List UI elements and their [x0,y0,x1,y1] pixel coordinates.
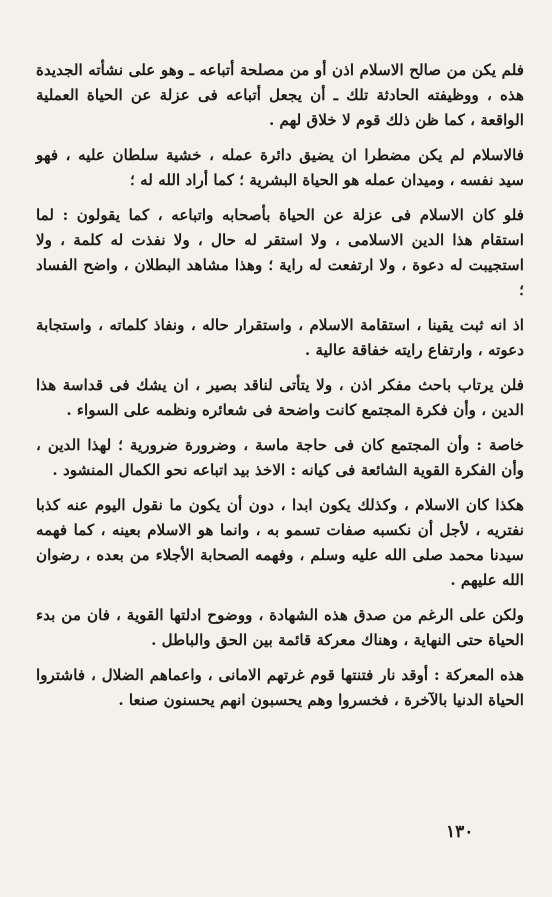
paragraph-7: هكذا كان الاسلام ، وكذلك يكون ابدا ، دون أن يكون ما نقول اليوم عنه كذبا نفتريه ، لأجل أن نكسبه صفات تسمو به ، وانما هو الاسلام بعينه ، كما فهمه سيدنا محمد صلى الله عليه وسلم ، وفهمه الصحابة الأجلاء من بعده ، رضوان الله عليهم . [36,496,524,589]
paragraph-9: هذه المعركة : أوقد نار فتنتها قوم غرتهم الامانى ، واعماهم الضلال ، فاشتروا الحياة الدنيا بالآخرة ، فخسروا وهم يحسبون انهم يحسنون صنعا . [36,666,524,709]
body-text [36,58,524,713]
paragraph-5: فلن يرتاب باحث مفكر اذن ، ولا يتأتى لناقد بصير ، ان يشك فى قداسة هذا الدين ، وأن فكرة المجتمع كانت واضحة فى شعائره ونظمه على السواء . [36,376,524,419]
paragraph-6: خاصة : وأن المجتمع كان فى حاجة ماسة ، وضرورة ضرورية ؛ لهذا الدين ، وأن الفكرة القوية الشائعة فى كيانه : الاخذ بيد اتباعه نحو الكمال المنشود . [36,436,524,479]
paragraph-8: ولكن على الرغم من صدق هذه الشهادة ، ووضوح ادلتها القوية ، فان من بدء الحياة حتى النهاية ، وهناك معركة قائمة بين الحق والباطل . [36,606,524,649]
page-number: ١٣٠ [446,822,474,842]
paragraph-2: فالاسلام لم يكن مضطرا ان يضيق دائرة عمله ، خشية سلطان عليه ، فهو سيد نفسه ، وميدان عمله هو الحياة البشرية ؛ كما أراد الله له ؛ [36,146,524,189]
paragraph-4: اذ انه ثبت يقينا ، استقامة الاسلام ، واستقرار حاله ، ونفاذ كلماته ، واستجابة دعوته ، وارتفاع رايته خفاقة عالية . [36,316,524,359]
paragraph-1: فلم يكن من صالح الاسلام اذن أو من مصلحة أتباعه ـ وهو على نشأته الجديدة هذه ، ووظيفته الحادثة تلك ـ أن يجعل أتباعه فى عزلة عن الحياة العملية الواقعة ، كما ظن ذلك قوم لا خلاق لهم . [36,61,524,129]
paragraph-3: فلو كان الاسلام فى عزلة عن الحياة بأصحابه واتباعه ، كما يقولون : لما استقام هذا الدين الاسلامى ، ولا استقر له حال ، ولا نفذت له كلمة ، ولا استجيبت له دعوة ، ولا ارتفعت له راية ؛ وهذا مشاهد البطلان ، واضح الفساد ؛ [36,206,524,299]
